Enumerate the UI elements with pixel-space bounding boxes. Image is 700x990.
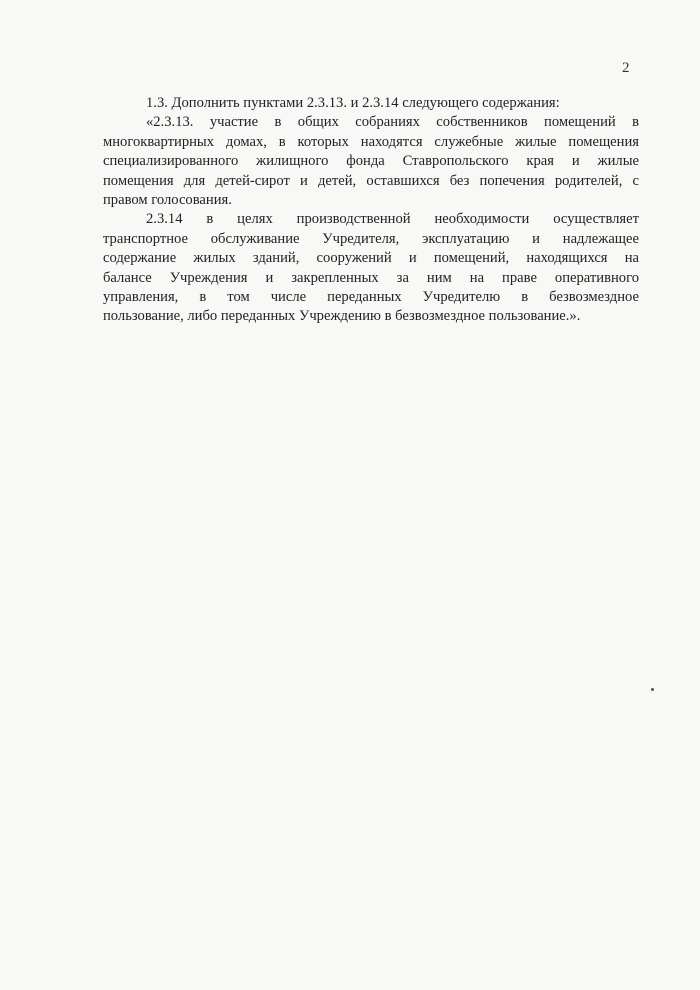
text-line: правом голосования. <box>103 192 232 209</box>
page-number: 2 <box>622 60 630 76</box>
text-line: 1.3. Дополнить пунктами 2.3.13. и 2.3.14 следующего содержания: <box>146 95 560 111</box>
paragraph-1-3 <box>103 94 639 113</box>
paragraph-2-3-13 <box>103 113 639 210</box>
text-line: помещения для детей-сирот и детей, оставшихся без попечения родителей, с <box>103 172 639 189</box>
text-line: управления, в том числе переданных Учредителю в безвозмездное <box>103 289 639 306</box>
text-line: транспортное обслуживание Учредителя, эксплуатацию и надлежащее <box>103 230 639 247</box>
text-line: балансе Учреждения и закрепленных за ним на праве оперативного <box>103 269 639 286</box>
scan-speck <box>651 688 654 691</box>
text-line: 2.3.14 в целях производственной необходимости осуществляет <box>146 211 639 228</box>
text-line: многоквартирных домах, в которых находятся служебные жилые помещения <box>103 133 639 150</box>
text-line: специализированного жилищного фонда Ставропольского края и жилые <box>103 153 639 170</box>
paragraph-2-3-14 <box>103 210 639 326</box>
text-line: содержание жилых зданий, сооружений и помещений, находящихся на <box>103 250 639 267</box>
document-body <box>103 94 639 327</box>
text-line: пользование, либо переданных Учреждению в безвозмездное пользование.». <box>103 308 581 325</box>
text-line: «2.3.13. участие в общих собраниях собственников помещений в <box>146 114 639 131</box>
